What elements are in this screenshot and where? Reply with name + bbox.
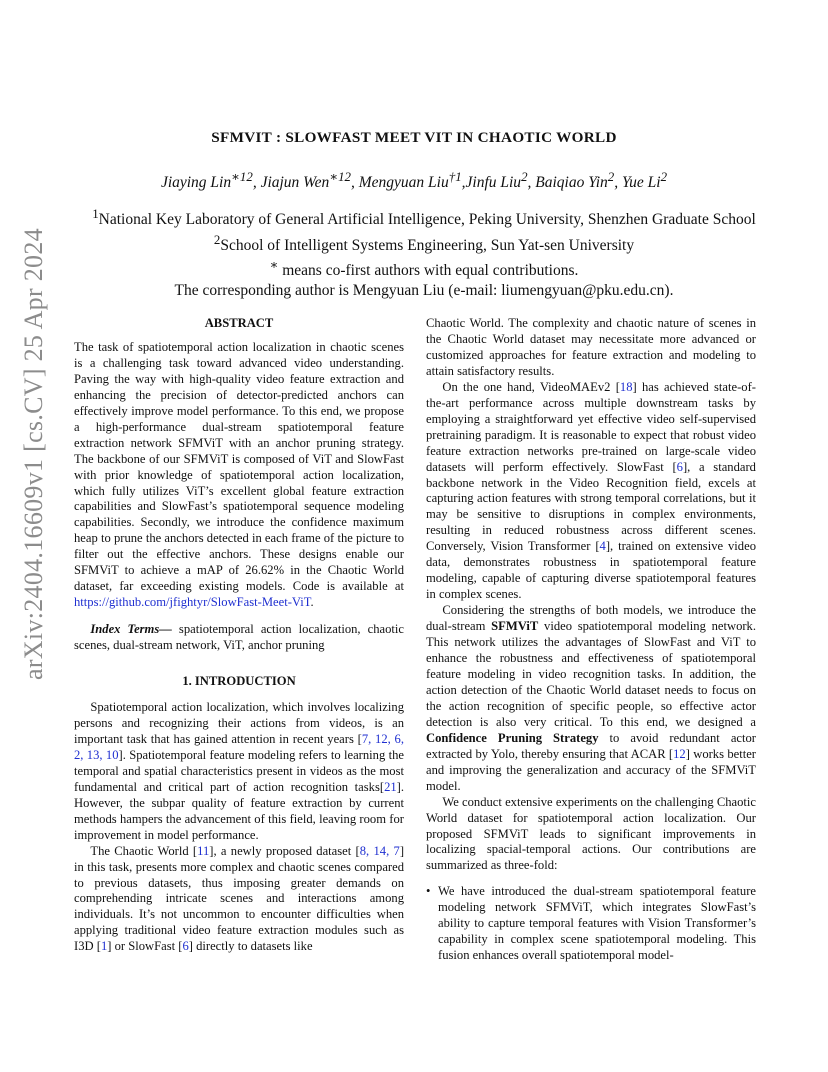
affiliation-2: $^2$School of Intelligent Systems Engineering, Sun Yat-sen University (213, 231, 635, 254)
citation-link[interactable]: 18 (619, 379, 633, 394)
corresponding-author-note: The corresponding author is Mengyuan Liu (e-mail: liumengyuan@pku.edu.cn). (174, 281, 674, 299)
code-link[interactable]: https://github.com/jfightyr/SlowFast-Meet-ViT (74, 595, 311, 610)
citation-link[interactable]: 21 (384, 779, 397, 794)
index-terms-label: Index Terms— (90, 622, 172, 637)
index-terms: Index Terms— spatiotemporal action localization, chaotic scenes, dual-stream network, ViT, anchor pruning (74, 622, 404, 653)
citation-link[interactable]: 4 (599, 539, 606, 554)
left-column (74, 316, 404, 955)
citation-link[interactable]: 6 (182, 939, 189, 954)
citation-links[interactable]: 7, 12, 6, 2, 13, 10 (74, 731, 405, 762)
strategy-name-bold: Confidence Pruning Strategy (426, 730, 599, 745)
intro-paragraph-4: Considering the strengths of both models, we introduce the dual-stream SFMViT video spatiotemporal modeling network. This network utilizes the advantages of SlowFast and ViT to enhance the robustness and effectiveness of spatiotemporal feature modeling in video recognition tasks. In addition, the action detection of the Chaotic World dataset needs to focus on the action recognition of specific people, so effective actor detection is also very critical. To this end, we designed a Confidence Pruning Strategy to avoid redundant actor extracted by Yolo, thereby ensuring that ACAR [12] works better and improving the generalization and accuracy of the SFMViT model. (426, 603, 757, 793)
intro-paragraph-3: On the one hand, VideoMAEv2 [18] has achieved state-of-the-art performance across multiple downstream tasks by employing a straightforward yet effective video self-supervised pretraining paradigm. It is reasonable to expect that robust video feature extraction networks pre-trained on large-scale video datasets will perform effectively. SlowFast [6], a standard backbone network in the Video Recognition field, excels at capturing action features with strong temporal correlations, but it may be sensitive to disruptions in complex environments, resulting in reduced robustness across different scenes. Conversely, Vision Transformer [4], trained on extensive video data, demonstrates robustness in spatiotemporal feature modeling, capable of capturing diverse spatiotemporal features in complex scenes. (426, 379, 756, 602)
contribution-list (426, 884, 756, 964)
bullet-icon: • (426, 884, 431, 899)
citation-link[interactable]: 6 (676, 459, 683, 474)
citation-link[interactable]: 12 (673, 746, 686, 761)
citation-link[interactable]: 11 (197, 843, 210, 858)
author: Baiqiao Yin$^2$ (535, 169, 615, 192)
model-name-bold: SFMViT (491, 619, 539, 634)
cofirst-note: ∗ means co-first authors with equal contributions. (269, 257, 579, 280)
intro-paragraph-continued: Chaotic World. The complexity and chaotic nature of scenes in the Chaotic World dataset may necessitate more advanced or customized approaches for feature extraction and modeling to attain satisfactory results. (426, 316, 756, 378)
author: Yue Li$^2$ (621, 169, 668, 192)
right-column (426, 316, 756, 964)
paper-title: SFMVIT : SLOWFAST MEET VIT IN CHAOTIC WORLD (211, 129, 617, 146)
author: Jiaying Lin$^{∗12}$ (160, 169, 253, 192)
intro-paragraph-2: The Chaotic World [11], a newly proposed dataset [8, 14, 7] in this task, presents more complex and chaotic scenes compared to previous datasets, thus imposing greater demands on comprehending intricate scenes and interactions among individuals. It’s not uncommon to encounter difficulties when applying traditional video feature extraction modules such as I3D [1] or SlowFast [6] directly to datasets like (74, 843, 405, 954)
affiliations (0, 204, 828, 300)
author: Jiajun Wen$^{∗12}$ (260, 169, 351, 192)
arxiv-identifier-text: arXiv:2404.16609v1 [cs.CV] 25 Apr 2024 (19, 228, 48, 680)
introduction-heading: 1. INTRODUCTION (182, 674, 296, 689)
affiliation-1: $^1$National Key Laboratory of General Artificial Intelligence, Peking University, Shenzhen Graduate School (92, 206, 756, 229)
author: Mengyuan Liu$^{\dagger 1}$ (358, 169, 462, 192)
abstract-heading: ABSTRACT (204, 316, 274, 330)
abstract-text: The task of spatiotemporal action localization in chaotic scenes is a challenging task toward advanced video understanding. Paving the way with high-quality video feature extraction and enhancing the precision of detector-predicted anchors can effectively improve model performance. To this end, we propose a high-performance dual-stream spatiotemporal feature extraction network SFMViT with an anchor pruning strategy. The backbone of our SFMViT is composed of ViT and SlowFast with prior knowledge of spatiotemporal action localization, which fully utilizes ViT’s excellent global feature extraction capabilities and SlowFast’s spatiotemporal sequence modeling capabilities. Secondly, we introduce the confidence maximum heap to prune the anchors detected in each frame of the picture to filter out the effective anchors. These designs enable our SFMViT to achieve a mAP of 26.62% in the Chaotic World dataset, far exceeding existing models. Code is available at https://github.com/jfightyr/SlowFast-Meet-ViT. (74, 339, 404, 610)
contribution-item: • We have introduced the dual-stream spatiotemporal feature modeling network SFMViT, which integrates SlowFast’s ability to capture temporal features with Vision Transformer’s capability in complex scene spatiotemporal modeling. This fusion enhances overall spatiotemporal model- (426, 884, 756, 963)
citation-links[interactable]: 8, 14, 7 (359, 843, 400, 858)
author-list: Jiaying Lin$^{∗12}$, Jiajun Wen$^{∗12}$, Mengyuan Liu$^{\dagger 1}$,Jinfu Liu$^2$, Baiqiao Yin$^2$, Yue Li$^2$ (160, 169, 668, 192)
citation-link[interactable]: 1 (100, 939, 108, 954)
author: Jinfu Liu$^2$ (465, 169, 528, 192)
intro-paragraph-5: We conduct extensive experiments on the challenging Chaotic World dataset for spatiotemporal action localization. Our proposed SFMViT leads to significant improvements in localizing spacial-temporal actions. Our contributions are summarized as three-fold: (426, 794, 756, 873)
intro-paragraph-1: Spatiotemporal action localization, which involves localizing persons and recognizing their actions from videos, is an important task that has gained attention in recent years [7, 12, 6, 2, 13, 10]. Spatiotemporal feature modeling refers to learning the temporal and spatial characteristics present in videos as the most fundamental and critical part of action recognition tasks[21]. However, the subpar quality of feature extraction by current methods hampers the advancement of this field, leaving room for improvement in model performance. (74, 700, 405, 842)
